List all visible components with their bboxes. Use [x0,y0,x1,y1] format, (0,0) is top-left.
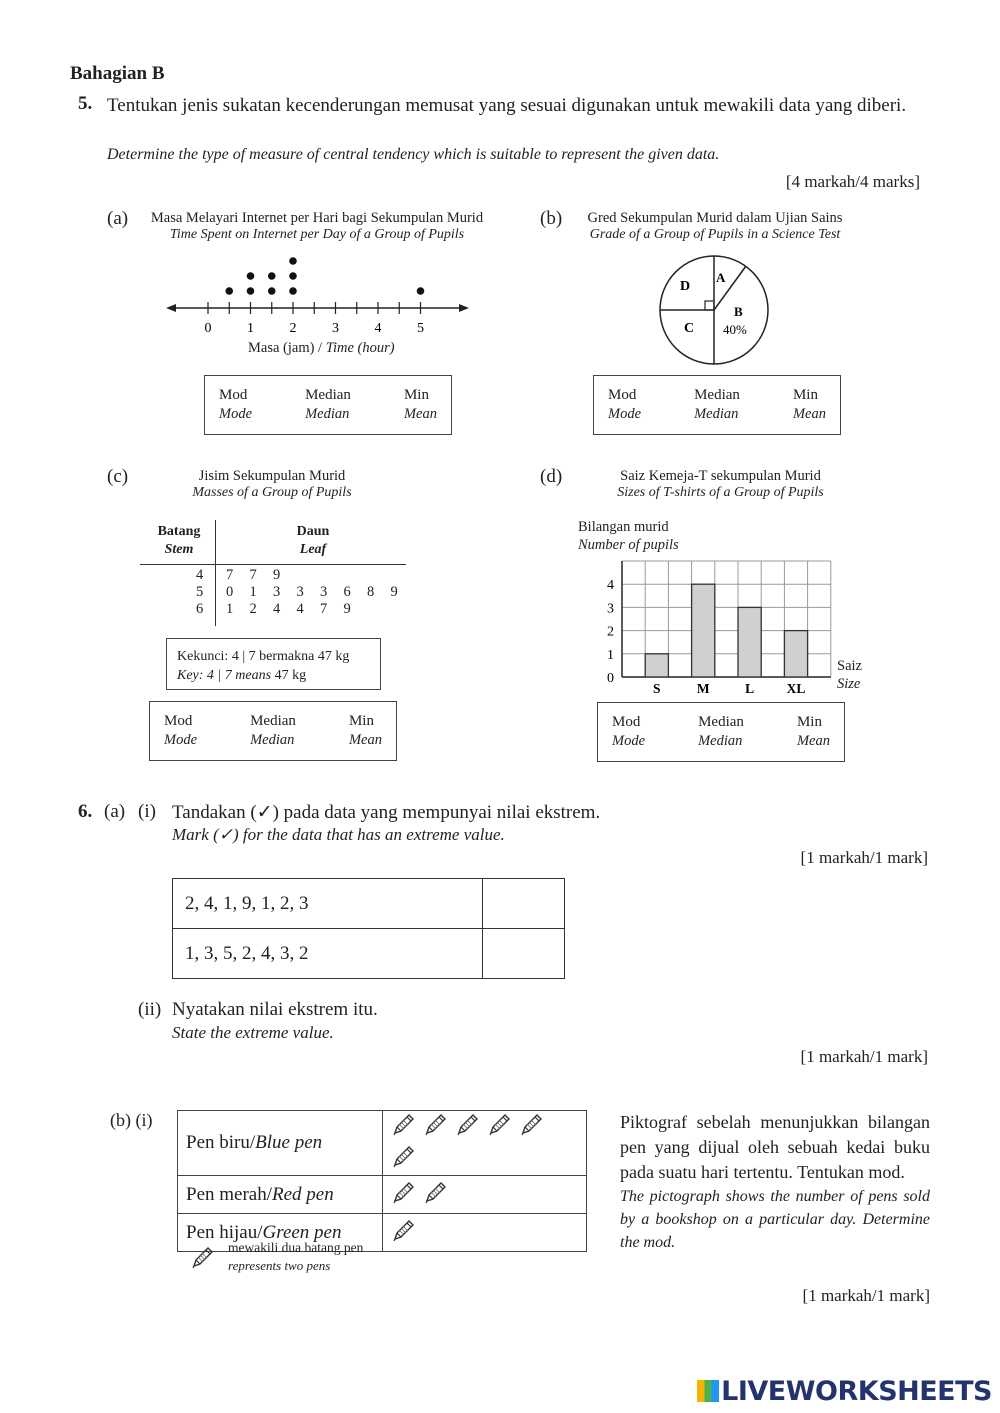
part-d-title-my: Saiz Kemeja-T sekumpulan Murid [620,468,821,484]
leaf-value: 1 [226,601,234,617]
axis-tick-label: 0 [204,321,212,336]
pie-label-d: D [680,279,691,294]
leaf-value: 3 [296,584,304,600]
stem-header-en: Stem [164,542,194,557]
part-a-title [132,210,502,243]
option-mode[interactable] [608,386,641,424]
key-en-b: means [235,668,272,683]
question-6a-ii-marks: [1 markah/1 mark] [800,1047,928,1066]
option-mean-label: Mean [403,406,437,422]
pictograph-label-blue [178,1111,383,1176]
bar [784,631,807,677]
part-c-options [149,701,397,761]
stem-leaf-plot [140,520,406,628]
option-mode-label: Mode [219,406,253,422]
label-en: Red pen [272,1183,334,1205]
axis-label-my: Masa (jam) / [248,340,326,356]
option-mod-label: Mod [608,387,637,403]
axis-tick-label: 3 [332,321,339,336]
pen-icon [391,1143,417,1169]
part-d-title-en: Sizes of T-shirts of a Group of Pupils [617,485,824,500]
option-median[interactable] [305,386,351,424]
question-5-number: 5. [78,93,93,114]
option-min-label: Min [348,713,374,729]
y-tick-label: 0 [607,671,614,686]
leaf-header-en: Leaf [299,542,327,557]
table-row [173,879,565,929]
axis-tick-label: 2 [289,321,297,336]
option-min-label: Min [792,387,818,403]
x-tick-label: XL [786,681,806,696]
stem-header [154,523,204,559]
question-6b-text: Piktograf sebelah menunjukkan bilangan pen yang dijual oleh sebuah kedai buku pada suatu hari tertentu. Tentukan mod. [620,1112,930,1182]
leaf-value: 9 [390,584,398,600]
stem-leaf-row [140,567,406,584]
pictograph-pens-blue [383,1111,587,1176]
axis-label-en: Time (hour) [325,340,395,356]
leaf-header [288,523,338,559]
legend-text-my: mewakili dua batang pen [228,1240,364,1255]
legend-text-en: represents two pens [228,1258,331,1273]
question-6a-i-text-en: Mark (✓) for the data that has an extreme value. [172,825,505,844]
data-dot [247,287,255,295]
bar-ylabel [578,518,679,554]
leaf-value: 4 [273,601,281,617]
option-median-label-en: Median [694,406,739,422]
pen-icon [455,1111,481,1137]
option-mod-label: Mod [612,714,641,730]
leaf-value: 7 [226,567,234,583]
option-min-label: Min [796,714,822,730]
option-mean[interactable] [404,386,437,424]
stem-leaf-row [140,601,406,618]
stem-value: 6 [196,601,204,617]
key-en-a: Key: 4 | 7 [177,668,236,683]
part-b-title-my: Gred Sekumpulan Murid dalam Ujian Sains [587,210,843,226]
logo-icon [697,1380,719,1402]
part-a-title-my: Masa Melayari Internet per Hari bagi Sekumpulan Murid [150,210,484,226]
pen-icon [391,1179,417,1205]
pen-icon [423,1179,449,1205]
pictograph-table [177,1110,587,1252]
question-6a-i-marks: [1 markah/1 mark] [800,848,928,867]
data-dot [289,257,297,265]
option-mean[interactable] [797,713,830,751]
option-mean[interactable] [349,712,382,750]
option-mode-label: Mode [612,733,646,749]
data-dot [268,287,276,295]
leaf-value: 7 [249,567,257,583]
question-6b-label: (b) (i) [110,1110,153,1130]
label-en: Green pen [262,1221,342,1243]
option-median-label-en: Median [250,732,295,748]
question-6a-i-label: (i) [138,801,156,822]
bar-chart [600,550,870,700]
table-row [178,1176,587,1214]
bar-xlabel-my: Saiz [837,658,862,674]
stem-value: 5 [196,584,204,600]
key-en-c: 47 kg [271,668,307,683]
liveworksheets-logo [697,1376,992,1407]
part-c-title-en: Masses of a Group of Pupils [192,485,352,500]
option-median-label: Median [698,714,744,730]
option-mode-label: Mode [608,406,642,422]
bar-ylabel-my: Bilangan murid [578,519,669,535]
bar [738,607,761,677]
option-mean-label: Mean [348,732,382,748]
option-mode[interactable] [612,713,645,751]
data-dot [247,272,255,280]
part-d-title [598,468,843,501]
data-set-1: 2, 4, 1, 9, 1, 2, 3 [173,879,483,929]
label-my: Pen merah/ [186,1183,273,1205]
x-tick-label: L [745,681,755,696]
pie-label-b-percent: 40% [723,322,747,337]
option-mode[interactable] [164,712,197,750]
pictograph-label-red [178,1176,383,1214]
logo-text: LIVEWORKSHEETS [721,1376,992,1407]
option-mode-label: Mode [164,732,198,748]
leaf-value: 3 [273,584,281,600]
stem-value: 4 [196,567,204,583]
question-6-number: 6. [78,801,93,822]
question-6b-paragraph [620,1110,930,1254]
option-mean-label: Mean [796,733,830,749]
data-set-2: 1, 3, 5, 2, 4, 3, 2 [173,929,483,979]
leaf-header-my: Daun [296,524,330,539]
part-a-options [204,375,452,435]
part-c-label: (c) [107,466,129,487]
option-median[interactable] [698,713,744,751]
data-dot [289,287,297,295]
part-d-options [597,702,845,762]
leaf-value: 2 [249,601,257,617]
leaf-value: 3 [320,584,328,600]
pie-chart [650,250,780,370]
part-b-title [565,210,865,243]
leaf-value: 7 [320,601,328,617]
label-en: Blue pen [255,1132,323,1153]
question-6b-marks: [1 markah/1 mark] [802,1286,930,1305]
table-row [178,1111,587,1176]
axis-arrow-left-icon [166,304,176,312]
pie-label-c: C [684,321,695,336]
question-6a-ii-text-en: State the extreme value. [172,1023,334,1042]
x-tick-label: S [653,681,661,696]
key-text-my: Kekunci: 4 | 7 bermakna 47 kg [177,649,350,664]
pen-icon [487,1111,513,1137]
axis-arrow-right-icon [459,304,469,312]
check-box-2[interactable] [483,929,565,979]
axis-tick-label: 1 [247,321,254,336]
question-6a-label: (a) [104,801,126,822]
pen-icon [190,1244,216,1270]
leaf-value: 0 [226,584,234,600]
option-mode[interactable] [219,386,252,424]
key-text-en [177,666,370,685]
leaf-value: 9 [273,567,281,583]
data-dot [289,272,297,280]
y-tick-label: 2 [607,624,614,640]
part-d-label: (d) [540,466,563,487]
stem-header-my: Batang [157,524,201,539]
pie-label-a: A [716,270,726,285]
option-min-label: Min [403,387,429,403]
option-median-label: Median [250,713,296,729]
label-my: Pen biru/ [186,1132,256,1153]
check-box-1[interactable] [483,879,565,929]
part-a-axis-label [248,340,395,357]
leaf-value: 1 [249,584,257,600]
question-6b-text-en: The pictograph shows the number of pens sold by a bookshop on a particular day. Determine the mod. [620,1188,930,1251]
pie-label-b: B [734,304,743,319]
data-dot [417,287,425,295]
y-tick-label: 4 [607,578,614,594]
pictograph-pens-green [383,1214,587,1252]
option-mean[interactable] [793,386,826,424]
option-mod-label: Mod [164,713,193,729]
part-a-title-en: Time Spent on Internet per Day of a Group of Pupils [169,227,465,242]
bar [692,584,715,677]
option-median[interactable] [250,712,296,750]
question-5-marks: [4 markah/4 marks] [785,172,920,191]
data-dot [268,272,276,280]
data-dot [225,287,233,295]
extreme-value-table [172,878,565,979]
option-median-label: Median [694,387,740,403]
bar-xlabel [837,657,862,693]
option-median[interactable] [694,386,740,424]
label-my: Pen hijau/ [186,1221,263,1243]
x-tick-label: M [696,681,710,696]
bar [645,654,668,677]
leaf-value: 8 [367,584,375,600]
part-a-label: (a) [107,208,129,229]
leaf-value: 4 [296,601,304,617]
part-c-title-my: Jisim Sekumpulan Murid [198,468,346,484]
question-6a-ii-text: Nyatakan nilai ekstrem itu. [172,999,378,1020]
bar-xlabel-en: Size [837,676,861,692]
table-row [173,929,565,979]
axis-tick-label: 5 [417,321,424,336]
y-tick-label: 1 [607,647,614,663]
stem-leaf-key [166,638,381,690]
question-6a-i-text: Tandakan (✓) pada data yang mempunyai nilai ekstrem. [172,802,601,823]
pen-icon [519,1111,545,1137]
right-angle-icon [705,301,714,310]
stem-leaf-row [140,584,406,601]
option-mean-label: Mean [792,406,826,422]
part-b-options [593,375,841,435]
y-tick-label: 3 [607,601,614,617]
option-median-label: Median [305,387,351,403]
pictograph-pens-red [383,1176,587,1214]
stem-leaf-divider-h [140,564,406,565]
question-5-text: Tentukan jenis sukatan kecenderungan memusat yang sesuai digunakan untuk mewakili data yang diberi. [107,95,907,116]
leaf-value: 9 [343,601,351,617]
pen-icon [190,1244,216,1275]
pen-icon [391,1111,417,1137]
part-b-label: (b) [540,208,563,229]
pen-icon [391,1217,417,1243]
option-median-label-en: Median [698,733,743,749]
part-c-title [172,468,372,501]
option-mod-label: Mod [219,387,248,403]
question-6a-ii-label: (ii) [138,999,162,1020]
section-title: Bahagian B [70,63,165,84]
bar-ylabel-en: Number of pupils [578,537,679,553]
leaf-value: 6 [343,584,351,600]
option-median-label-en: Median [305,406,350,422]
axis-tick-label: 4 [374,321,382,336]
pen-icon [423,1111,449,1137]
part-b-title-en: Grade of a Group of Pupils in a Science Test [589,227,841,242]
question-5-text-en: Determine the type of measure of central tendency which is suitable to represent the given data. [107,146,720,163]
